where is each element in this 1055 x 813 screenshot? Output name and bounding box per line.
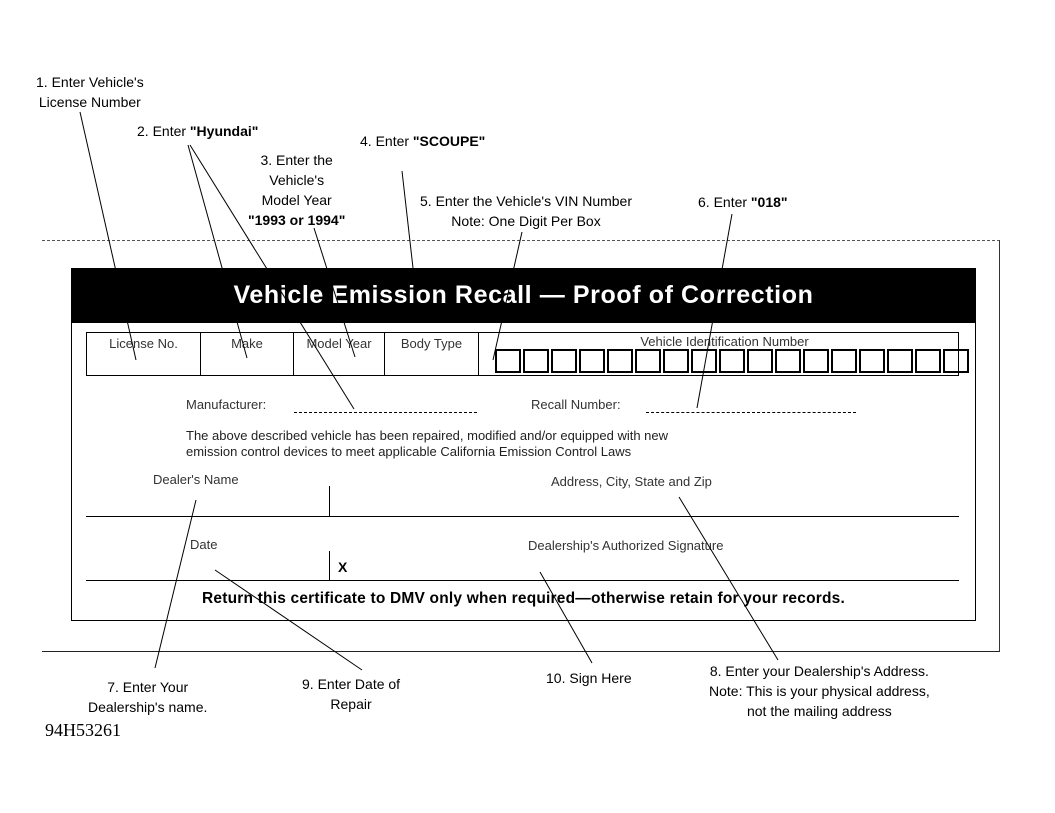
vin-digit-box: [635, 349, 661, 373]
address-label: Address, City, State and Zip: [551, 474, 712, 489]
signature-label: Dealership's Authorized Signature: [528, 538, 724, 553]
vin-digit-box: [551, 349, 577, 373]
manufacturer-label: Manufacturer:: [186, 397, 267, 412]
recall-number-line: [646, 412, 856, 413]
callout-signature: 10. Sign Here: [546, 670, 632, 686]
signature-x-mark: X: [338, 559, 348, 575]
callout-date: 9. Enter Date of Repair: [302, 676, 401, 712]
callout-license-number: 1. Enter Vehicle's License Number: [36, 74, 144, 110]
callout-body-type: 4. Enter "SCOUPE": [360, 133, 486, 149]
form-title: Vehicle Emission Recall — Proof of Correction: [72, 268, 975, 323]
callout-recall-number: 6. Enter "018": [698, 194, 788, 210]
vin-digit-box: [607, 349, 633, 373]
vin-digit-box: [775, 349, 801, 373]
vin-box-group: [495, 349, 971, 373]
vin-digit-box: [943, 349, 969, 373]
make-cell: Make: [201, 333, 294, 375]
date-signature-line: [86, 580, 959, 581]
body-type-cell: Body Type: [385, 333, 479, 375]
vin-digit-box: [691, 349, 717, 373]
callout-make: 2. Enter "Hyundai": [137, 123, 259, 139]
vin-digit-box: [915, 349, 941, 373]
vin-label: Vehicle Identification Number: [640, 334, 809, 349]
return-instructions: Return this certificate to DMV only when required—otherwise retain for your records.: [202, 590, 845, 607]
callout-address: 8. Enter your Dealership's Address. Note: This is your physical address, not the mailing address: [709, 663, 930, 719]
callout-dealer-name: 7. Enter Your Dealership's name.: [88, 679, 208, 715]
vin-digit-box: [495, 349, 521, 373]
vin-digit-box: [859, 349, 885, 373]
dealer-address-divider: [329, 486, 330, 516]
callout-model-year: 3. Enter the Vehicle's Model Year "1993 or 1994": [248, 152, 346, 228]
date-signature-divider: [329, 551, 330, 580]
vin-digit-box: [719, 349, 745, 373]
vin-digit-box: [523, 349, 549, 373]
vin-digit-box: [747, 349, 773, 373]
license-number-cell: License No.: [87, 333, 201, 375]
manufacturer-line: [294, 412, 477, 413]
vehicle-info-row: [86, 332, 959, 376]
proof-of-correction-form: [71, 268, 976, 621]
compliance-statement: The above described vehicle has been repaired, modified and/or equipped with new emission control devices to meet applicable California Emission Control Laws: [186, 428, 669, 459]
model-year-cell: Model Year: [294, 333, 385, 375]
recall-number-label: Recall Number:: [531, 397, 621, 412]
vin-digit-box: [887, 349, 913, 373]
vin-digit-box: [803, 349, 829, 373]
dealer-line: [86, 516, 959, 517]
vin-digit-box: [663, 349, 689, 373]
vin-digit-box: [579, 349, 605, 373]
figure-code: 94H53261: [45, 720, 121, 740]
vin-digit-box: [831, 349, 857, 373]
callout-vin: 5. Enter the Vehicle's VIN Number Note: One Digit Per Box: [420, 193, 632, 229]
dealer-name-label: Dealer's Name: [153, 472, 239, 487]
date-label: Date: [190, 537, 218, 552]
